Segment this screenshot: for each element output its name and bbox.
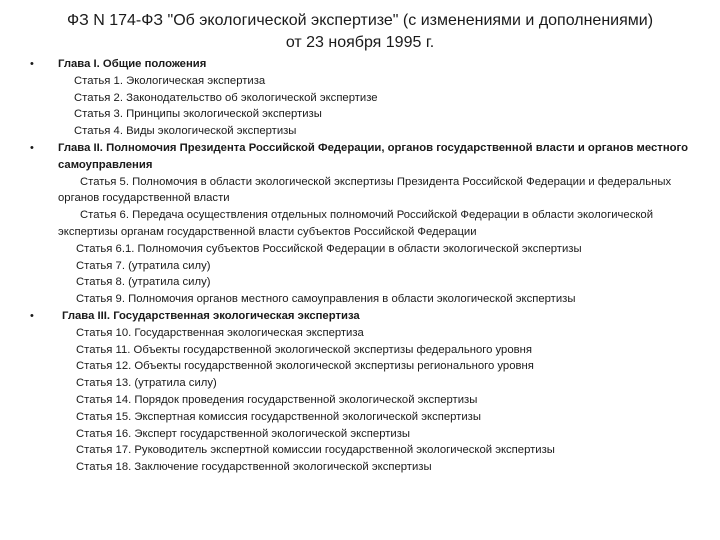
article-4: Статья 4. Виды экологической экспертизы: [74, 125, 297, 138]
chapter-1: [30, 56, 700, 140]
article-1: Статья 1. Экологическая экспертиза: [74, 74, 266, 87]
article-5: Статья 5. Полномочия в области экологической экспертизы Президента Российской Федерации и федеральных органов государственной власти: [58, 175, 672, 205]
chapter-list: [30, 56, 700, 476]
article-18: Статья 18. Заключение государственной экологической экспертизы: [76, 461, 432, 474]
document-title: [20, 10, 700, 54]
article-11: Статья 11. Объекты государственной экологической экспертизы федерального уровня: [76, 343, 532, 356]
title-line-2: от 23 ноября 1995 г.: [285, 34, 435, 51]
article-6: Статья 6. Передача осуществления отдельных полномочий Российской Федерации в области экологической экспертизы органам государственной власти субъектов Российской Федерации: [58, 209, 654, 238]
bullet-icon: •: [30, 141, 34, 154]
chapter-3-title: Глава III. Государственная экологическая экспертиза: [62, 309, 360, 322]
article-9: Статья 9. Полномочия органов местного самоуправления в области экологической экспертизы: [76, 293, 576, 306]
article-15: Статья 15. Экспертная комиссия государственной экологической экспертизы: [76, 410, 481, 423]
bullet-icon: •: [30, 309, 34, 322]
title-line-1: ФЗ N 174-ФЗ "Об экологической экспертизе" (с изменениями и дополнениями): [66, 12, 654, 29]
chapter-2: [30, 140, 700, 308]
article-12: Статья 12. Объекты государственной экологической экспертизы регионального уровня: [76, 360, 534, 373]
chapter-3: [30, 308, 700, 476]
article-7: Статья 7. (утратила силу): [76, 259, 211, 272]
article-14: Статья 14. Порядок проведения государственной экологической экспертизы: [76, 393, 478, 406]
bullet-icon: •: [30, 58, 34, 70]
article-6-1: Статья 6.1. Полномочия субъектов Российской Федерации в области экологической экспертизы: [76, 242, 582, 255]
article-17: Статья 17. Руководитель экспертной комиссии государственной экологической экспертизы: [76, 444, 555, 457]
chapter-1-title: Глава I. Общие положения: [58, 58, 207, 70]
chapter-2-title: Глава II. Полномочия Президента Российской Федерации, органов государственной власти и органов местного самоуправления: [58, 141, 689, 171]
article-13: Статья 13. (утратила силу): [76, 377, 217, 390]
article-16: Статья 16. Эксперт государственной экологической экспертизы: [76, 427, 411, 440]
article-8: Статья 8. (утратила силу): [76, 276, 211, 289]
article-10: Статья 10. Государственная экологическая экспертиза: [76, 326, 364, 339]
article-3: Статья 3. Принципы экологической экспертизы: [74, 108, 322, 121]
article-2: Статья 2. Законодательство об экологической экспертизе: [74, 91, 378, 104]
